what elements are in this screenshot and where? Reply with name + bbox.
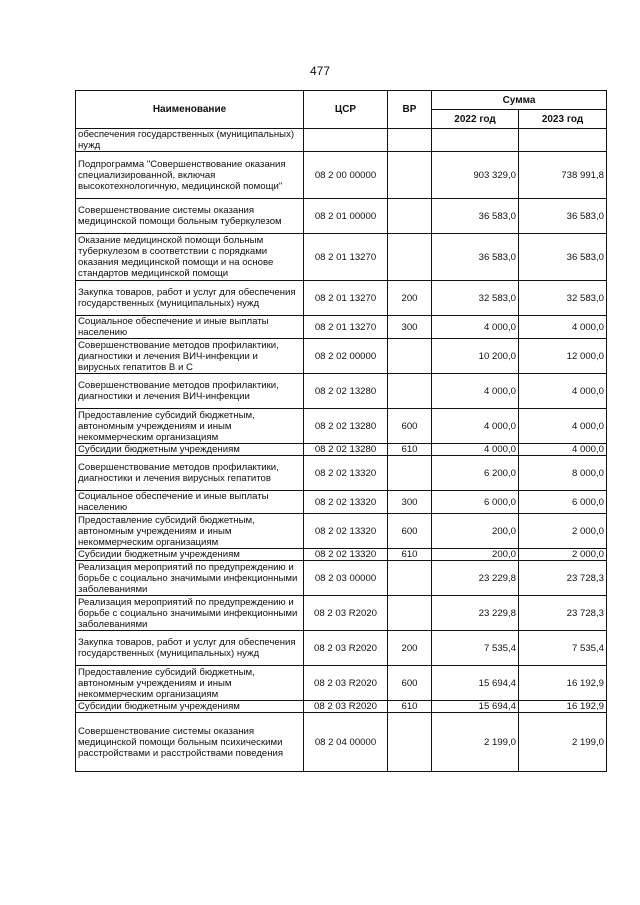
vr-cell: 200 <box>388 281 432 316</box>
sum-2023-cell: 4 000,0 <box>519 316 607 339</box>
vr-cell: 600 <box>388 514 432 549</box>
sum-2023-cell: 32 583,0 <box>519 281 607 316</box>
sum-2022-cell: 6 200,0 <box>432 456 519 491</box>
table-row <box>76 456 607 491</box>
table-row <box>76 514 607 549</box>
vr-cell <box>388 199 432 234</box>
sum-2023-cell: 8 000,0 <box>519 456 607 491</box>
vr-cell <box>388 561 432 596</box>
name-cell: Субсидии бюджетным учреждениям <box>76 549 304 561</box>
sum-2022-cell: 7 535,4 <box>432 631 519 666</box>
sum-2023-cell <box>519 129 607 152</box>
table-row <box>76 596 607 631</box>
sum-2022-cell: 15 694,4 <box>432 666 519 701</box>
table-row <box>76 409 607 444</box>
vr-cell: 300 <box>388 491 432 514</box>
vr-cell: 600 <box>388 409 432 444</box>
budget-table <box>75 90 607 772</box>
name-cell: Совершенствование методов профилактики, диагностики и лечения ВИЧ-инфекции и вирусных гепатитов В и С <box>76 339 304 374</box>
csr-cell: 08 2 03 R2020 <box>304 631 388 666</box>
table-row <box>76 199 607 234</box>
sum-2022-cell: 200,0 <box>432 514 519 549</box>
name-cell: Реализация мероприятий по предупреждению и борьбе с социально значимыми инфекционными заболеваниями <box>76 596 304 631</box>
sum-2023-cell: 4 000,0 <box>519 409 607 444</box>
vr-cell: 600 <box>388 666 432 701</box>
csr-cell: 08 2 02 13320 <box>304 514 388 549</box>
header-year-2022: 2022 год <box>432 110 519 129</box>
sum-2022-cell: 36 583,0 <box>432 234 519 281</box>
name-cell: Предоставление субсидий бюджетным, автономным учреждениям и иным некоммерческим организациям <box>76 666 304 701</box>
header-vr: ВР <box>388 91 432 129</box>
name-cell: Субсидии бюджетным учреждениям <box>76 701 304 713</box>
table-row <box>76 561 607 596</box>
sum-2022-cell <box>432 129 519 152</box>
table-row <box>76 339 607 374</box>
sum-2023-cell: 2 000,0 <box>519 514 607 549</box>
sum-2023-cell: 36 583,0 <box>519 234 607 281</box>
name-cell: Подпрограмма "Совершенствование оказания специализированной, включая высокотехнологичную, медицинской помощи" <box>76 152 304 199</box>
name-cell: Предоставление субсидий бюджетным, автономным учреждениям и иным некоммерческим организациям <box>76 514 304 549</box>
csr-cell: 08 2 01 00000 <box>304 199 388 234</box>
sum-2023-cell: 2 199,0 <box>519 713 607 772</box>
table-row <box>76 713 607 772</box>
sum-2023-cell: 23 728,3 <box>519 596 607 631</box>
csr-cell: 08 2 02 13280 <box>304 409 388 444</box>
sum-2023-cell: 2 000,0 <box>519 549 607 561</box>
table-row <box>76 631 607 666</box>
name-cell: Закупка товаров, работ и услуг для обеспечения государственных (муниципальных) нужд <box>76 281 304 316</box>
table-row <box>76 234 607 281</box>
sum-2022-cell: 903 329,0 <box>432 152 519 199</box>
vr-cell <box>388 152 432 199</box>
table-row <box>76 374 607 409</box>
sum-2023-cell: 6 000,0 <box>519 491 607 514</box>
vr-cell <box>388 713 432 772</box>
name-cell: Закупка товаров, работ и услуг для обеспечения государственных (муниципальных) нужд <box>76 631 304 666</box>
csr-cell: 08 2 03 00000 <box>304 561 388 596</box>
table-row <box>76 129 607 152</box>
header-year-2023: 2023 год <box>519 110 607 129</box>
vr-cell: 610 <box>388 549 432 561</box>
header-csr: ЦСР <box>304 91 388 129</box>
sum-2022-cell: 4 000,0 <box>432 374 519 409</box>
vr-cell <box>388 129 432 152</box>
name-cell: Предоставление субсидий бюджетным, автономным учреждениям и иным некоммерческим организациям <box>76 409 304 444</box>
vr-cell: 610 <box>388 444 432 456</box>
name-cell: Субсидии бюджетным учреждениям <box>76 444 304 456</box>
sum-2022-cell: 15 694,4 <box>432 701 519 713</box>
sum-2022-cell: 4 000,0 <box>432 409 519 444</box>
name-cell: Совершенствование системы оказания медицинской помощи больным туберкулезом <box>76 199 304 234</box>
sum-2022-cell: 6 000,0 <box>432 491 519 514</box>
name-cell: Совершенствование методов профилактики, диагностики и лечения ВИЧ-инфекции <box>76 374 304 409</box>
vr-cell <box>388 596 432 631</box>
sum-2023-cell: 7 535,4 <box>519 631 607 666</box>
sum-2022-cell: 23 229,8 <box>432 561 519 596</box>
csr-cell: 08 2 04 00000 <box>304 713 388 772</box>
sum-2022-cell: 10 200,0 <box>432 339 519 374</box>
name-cell: Оказание медицинской помощи больным туберкулезом в соответствии с порядками оказания медицинской помощи и на основе стандартов медицинской помощи <box>76 234 304 281</box>
name-cell: Совершенствование методов профилактики, диагностики и лечения вирусных гепатитов <box>76 456 304 491</box>
vr-cell: 200 <box>388 631 432 666</box>
name-cell: Социальное обеспечение и иные выплаты населению <box>76 316 304 339</box>
table-row <box>76 491 607 514</box>
csr-cell: 08 2 02 13320 <box>304 456 388 491</box>
table-row <box>76 444 607 456</box>
csr-cell: 08 2 02 13280 <box>304 444 388 456</box>
csr-cell: 08 2 03 R2020 <box>304 666 388 701</box>
table-row <box>76 666 607 701</box>
csr-cell: 08 2 03 R2020 <box>304 596 388 631</box>
sum-2023-cell: 16 192,9 <box>519 666 607 701</box>
sum-2022-cell: 200,0 <box>432 549 519 561</box>
sum-2023-cell: 23 728,3 <box>519 561 607 596</box>
page-number: 477 <box>309 64 331 78</box>
header-name: Наименование <box>76 91 304 129</box>
table-row <box>76 316 607 339</box>
csr-cell: 08 2 03 R2020 <box>304 701 388 713</box>
sum-2022-cell: 32 583,0 <box>432 281 519 316</box>
csr-cell: 08 2 01 13270 <box>304 234 388 281</box>
table-row <box>76 281 607 316</box>
table-body <box>76 129 607 772</box>
sum-2023-cell: 4 000,0 <box>519 374 607 409</box>
sum-2022-cell: 2 199,0 <box>432 713 519 772</box>
vr-cell <box>388 339 432 374</box>
sum-2022-cell: 4 000,0 <box>432 444 519 456</box>
csr-cell: 08 2 00 00000 <box>304 152 388 199</box>
sum-2022-cell: 4 000,0 <box>432 316 519 339</box>
csr-cell: 08 2 02 13320 <box>304 491 388 514</box>
csr-cell <box>304 129 388 152</box>
sum-2023-cell: 12 000,0 <box>519 339 607 374</box>
sum-2023-cell: 738 991,8 <box>519 152 607 199</box>
csr-cell: 08 2 02 00000 <box>304 339 388 374</box>
sum-2022-cell: 36 583,0 <box>432 199 519 234</box>
name-cell: Совершенствование системы оказания медицинской помощи больным психическими расстройствами и расстройствами поведения <box>76 713 304 772</box>
vr-cell <box>388 456 432 491</box>
header-sum: Сумма <box>432 91 607 110</box>
sum-2023-cell: 36 583,0 <box>519 199 607 234</box>
sum-2022-cell: 23 229,8 <box>432 596 519 631</box>
csr-cell: 08 2 02 13280 <box>304 374 388 409</box>
name-cell: Реализация мероприятий по предупреждению и борьбе с социально значимыми инфекционными заболеваниями <box>76 561 304 596</box>
csr-cell: 08 2 01 13270 <box>304 316 388 339</box>
sum-2023-cell: 4 000,0 <box>519 444 607 456</box>
name-cell: обеспечения государственных (муниципальных) нужд <box>76 129 304 152</box>
table-row <box>76 701 607 713</box>
sum-2023-cell: 16 192,9 <box>519 701 607 713</box>
vr-cell: 300 <box>388 316 432 339</box>
table-row <box>76 549 607 561</box>
csr-cell: 08 2 01 13270 <box>304 281 388 316</box>
table-row <box>76 152 607 199</box>
vr-cell <box>388 374 432 409</box>
vr-cell: 610 <box>388 701 432 713</box>
csr-cell: 08 2 02 13320 <box>304 549 388 561</box>
vr-cell <box>388 234 432 281</box>
name-cell: Социальное обеспечение и иные выплаты населению <box>76 491 304 514</box>
